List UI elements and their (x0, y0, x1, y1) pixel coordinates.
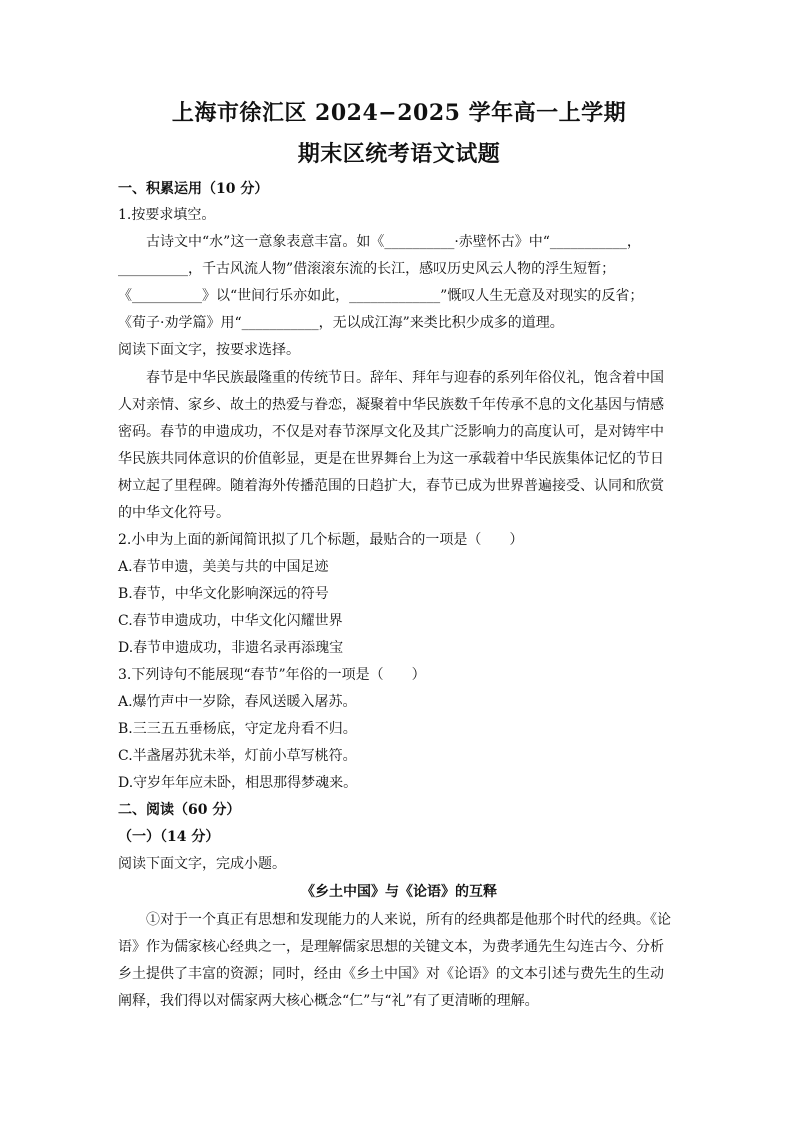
subsection-heading: （一）（14 分） (118, 829, 220, 845)
section-heading-1: 一、积累运用（10 分） (118, 181, 269, 197)
question-3-option-d: D.守岁年年应未卧，相思那得梦魂来。 (118, 775, 358, 791)
article-line-2: 语》作为儒家核心经典之一，是理解儒家思想的关键文本，为费孝通先生勾连古今、分析 (118, 939, 664, 955)
article-line-3: 乡土提供了丰富的资源；同时，经由《乡土中国》对《论语》的文本引述与费先生的生动 (118, 966, 664, 982)
question-3-option-b: B.三三五五垂杨底，守定龙舟看不归。 (118, 721, 357, 737)
passage-line-6: 的中华文化符号。 (118, 505, 230, 521)
fill-blank-line-3: 《__________》以“世间行乐亦如此，_____________”慨叹人生无意及对现实的反省； (118, 288, 644, 304)
question-3-option-a: A.爆竹声中一岁除，春风送暖入屠苏。 (118, 694, 357, 710)
question-2-option-a: A.春节申遗，美美与共的中国足迹 (118, 559, 329, 575)
question-1-prompt: 1.按要求填空。 (118, 207, 216, 223)
fill-blank-line-4: 《荀子·劝学篇》用“___________，无以成江海”来类比积少成多的道理。 (118, 315, 564, 331)
passage-line-5: 树立起了里程碑。随着海外传播范围的日趋扩大，春节已成为世界普遍接受、认同和欣赏 (118, 478, 664, 494)
article-line-1: ①对于一个真正有思想和发现能力的人来说，所有的经典都是他那个时代的经典。《论 (146, 912, 671, 928)
question-2-option-d: D.春节申遗成功，非遗名录再添瑰宝 (118, 640, 344, 656)
document-title: 上海市徐汇区 2024−2025 学年高一上学期 (171, 100, 627, 126)
fill-blank-line-2: __________，千古风流人物”借滚滚东流的长江，感叹历史风云人物的浮生短暂； (118, 261, 616, 277)
question-3-stem: 3.下列诗句不能展现“春节”年俗的一项是（ ） (118, 667, 426, 683)
reading-instruction-2: 阅读下面文字，完成小题。 (118, 856, 286, 872)
fill-blank-line-1: 古诗文中“水”这一意象表意丰富。如《__________·赤壁怀古》中“___________， (146, 234, 641, 250)
passage-line-1: 春节是中华民族最隆重的传统节日。辞年、拜年与迎春的系列年俗仪礼，饱含着中国 (146, 370, 664, 386)
question-2-option-c: C.春节申遗成功，中华文化闪耀世界 (118, 613, 343, 629)
article-title: 《乡土中国》与《论语》的互释 (301, 884, 497, 900)
section-heading-2: 二、阅读（60 分） (118, 802, 241, 818)
question-2-option-b: B.春节，中华文化影响深远的符号 (118, 586, 329, 602)
reading-instruction-1: 阅读下面文字，按要求选择。 (118, 342, 300, 358)
passage-line-2: 人对亲情、家乡、故土的热爱与眷恋，凝聚着中华民族数千年传承不息的文化基因与情感 (118, 397, 664, 413)
question-2-stem: 2.小申为上面的新闻简讯拟了几个标题，最贴合的一项是（ ） (118, 532, 524, 548)
passage-line-4: 华民族共同体意识的价值彰显，更是在世界舞台上为这一承载着中华民族集体记忆的节日 (118, 451, 664, 467)
document-subtitle: 期末区统考语文试题 (297, 141, 501, 167)
question-3-option-c: C.半盏屠苏犹未举，灯前小草写桃符。 (118, 748, 357, 764)
passage-line-3: 密码。春节的申遗成功，不仅是对春节深厚文化及其广泛影响力的高度认可，是对铸牢中 (118, 424, 664, 440)
article-line-4: 阐释，我们得以对儒家两大核心概念“仁”与“礼”有了更清晰的理解。 (118, 993, 539, 1009)
